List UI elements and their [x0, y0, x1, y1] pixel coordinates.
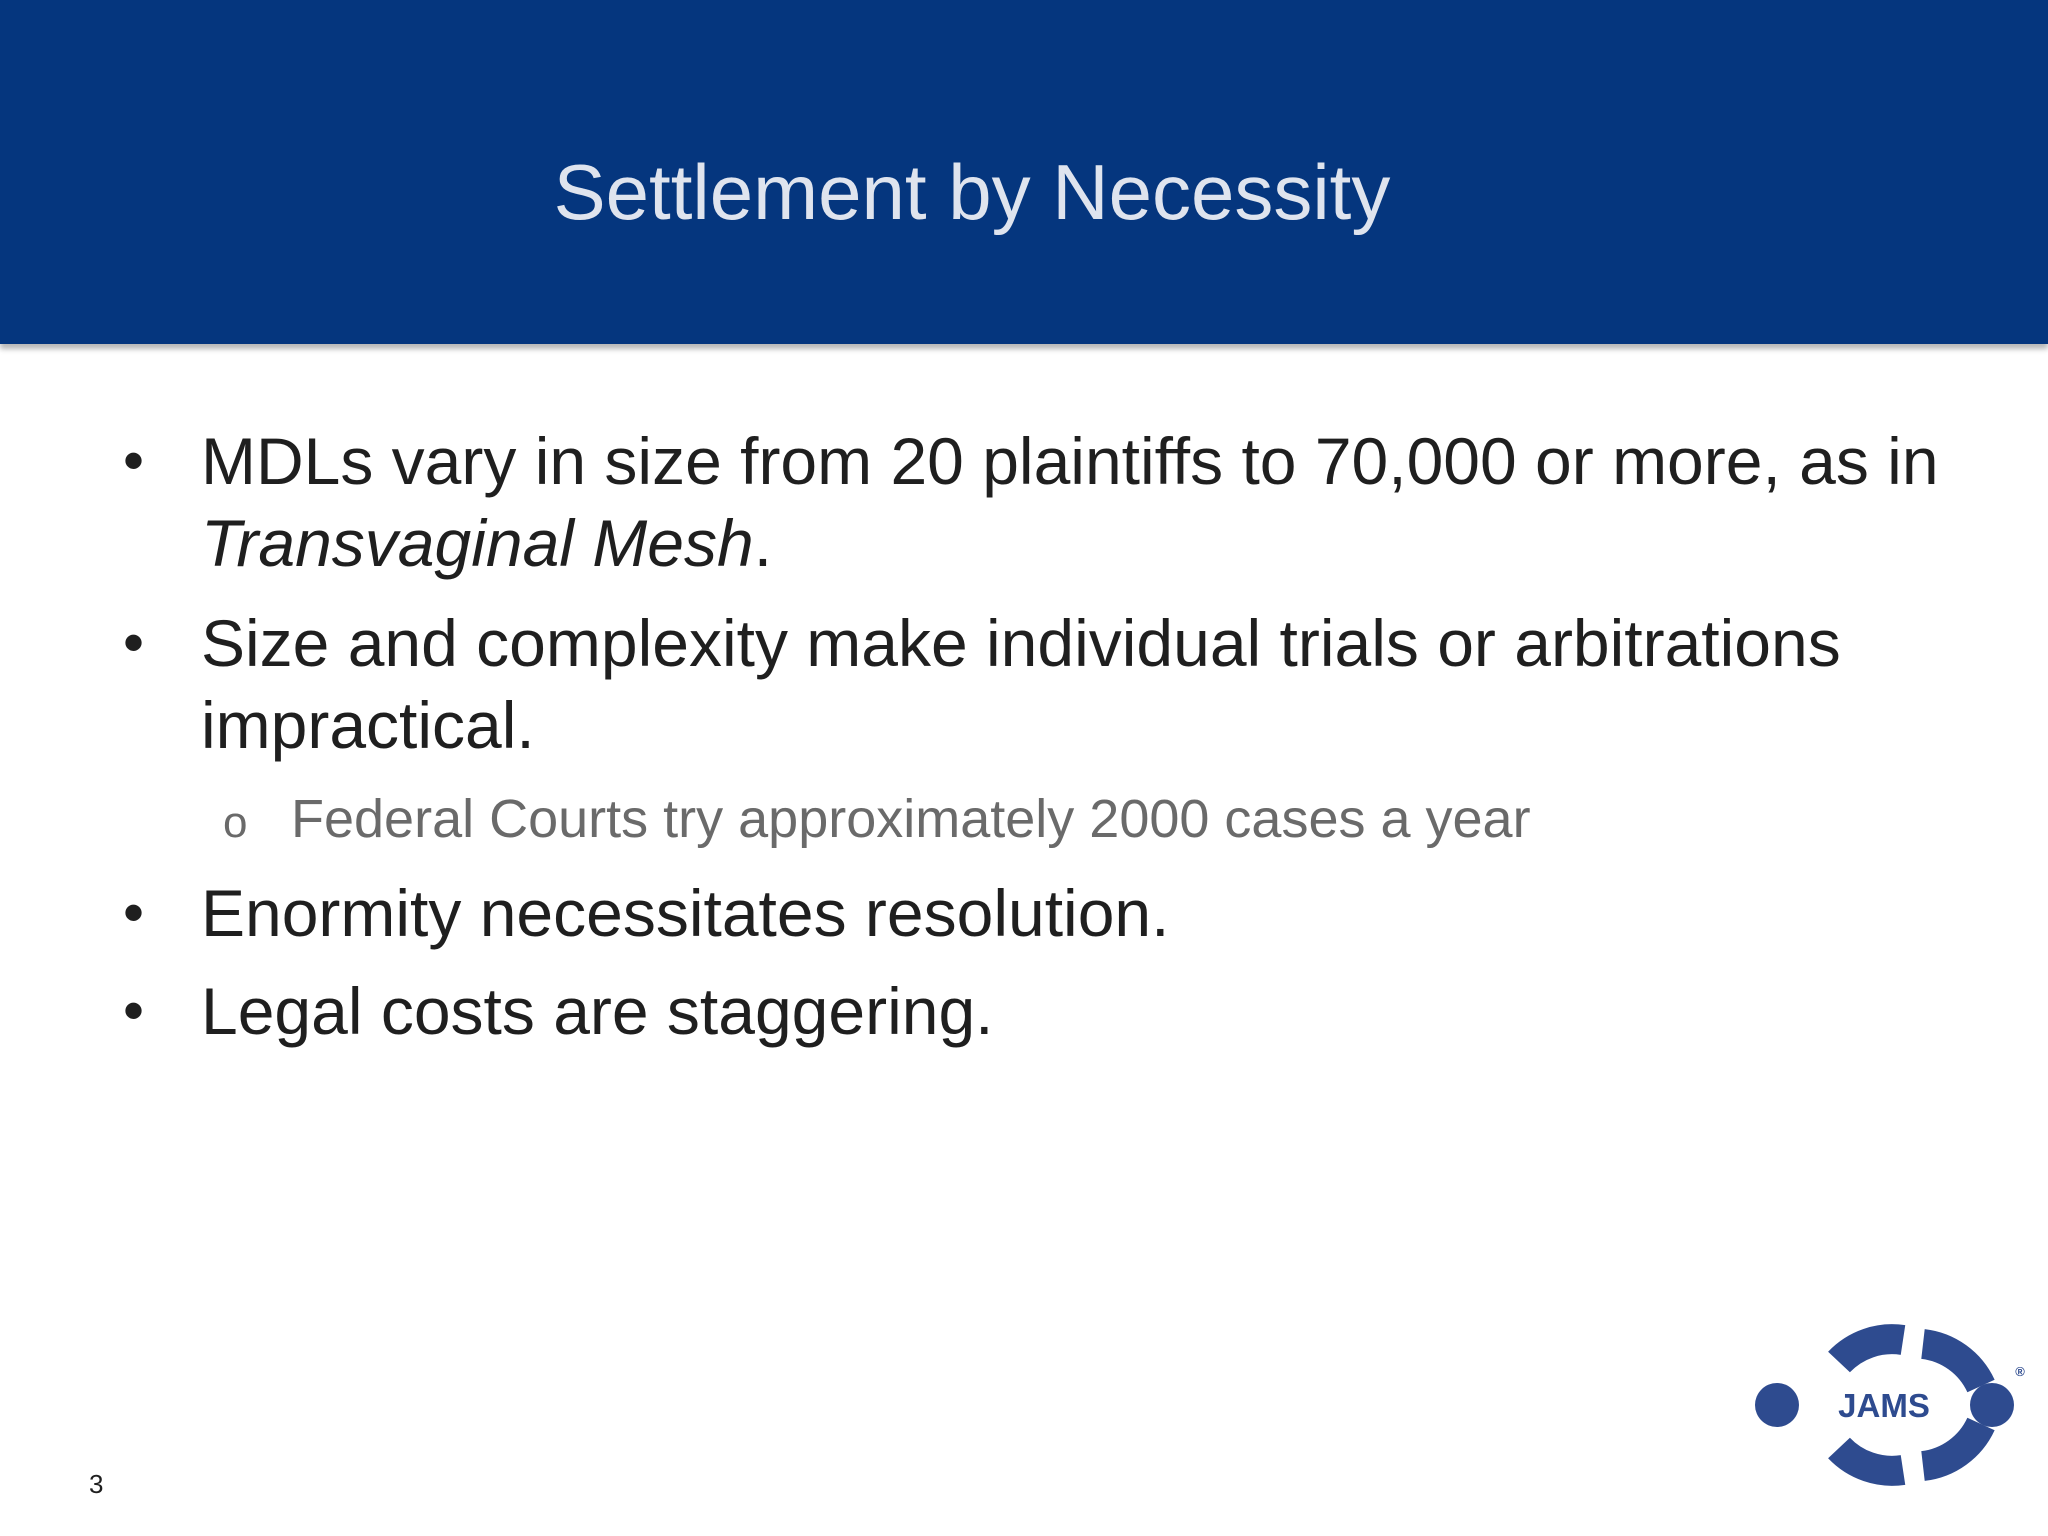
- hollow-circle-icon: o: [223, 798, 248, 847]
- page-number: 3: [89, 1469, 104, 1499]
- logo-right-dot-icon: [1970, 1383, 2014, 1427]
- registered-mark: ®: [2015, 1364, 2025, 1379]
- bullet-text: Legal costs are staggering.: [201, 974, 994, 1048]
- slide-title: Settlement by Necessity: [553, 148, 1391, 236]
- jams-logo: [1752, 1318, 2032, 1492]
- bullet-dot-icon: •: [123, 609, 145, 676]
- bullet-text-end: .: [753, 506, 773, 580]
- bullet-item: [115, 970, 1945, 1052]
- bullet-text: Size and complexity make individual trials or arbitrations impractical.: [201, 606, 1841, 762]
- bullet-dot-icon: •: [123, 427, 145, 494]
- bullet-text: Enormity necessitates resolution.: [201, 876, 1170, 950]
- bullet-text: MDLs vary in size from 20 plaintiffs to 70,000 or more, as in: [201, 424, 1939, 498]
- bullet-dot-icon: •: [123, 879, 145, 946]
- logo-left-dot-icon: [1755, 1383, 1799, 1427]
- bullet-item: [115, 420, 1945, 584]
- sub-bullet-text: Federal Courts try approximately 2000 cases a year: [291, 789, 1531, 849]
- bullet-item: [115, 872, 1945, 954]
- bullet-item: [115, 602, 1945, 766]
- logo-text: JAMS: [1838, 1387, 1930, 1424]
- bullet-dot-icon: •: [123, 977, 145, 1044]
- bullet-italic-text: Transvaginal Mesh: [201, 506, 754, 580]
- title-band: [0, 0, 2048, 344]
- slide-content: [115, 420, 1945, 1068]
- sub-bullet-item: [115, 782, 1945, 856]
